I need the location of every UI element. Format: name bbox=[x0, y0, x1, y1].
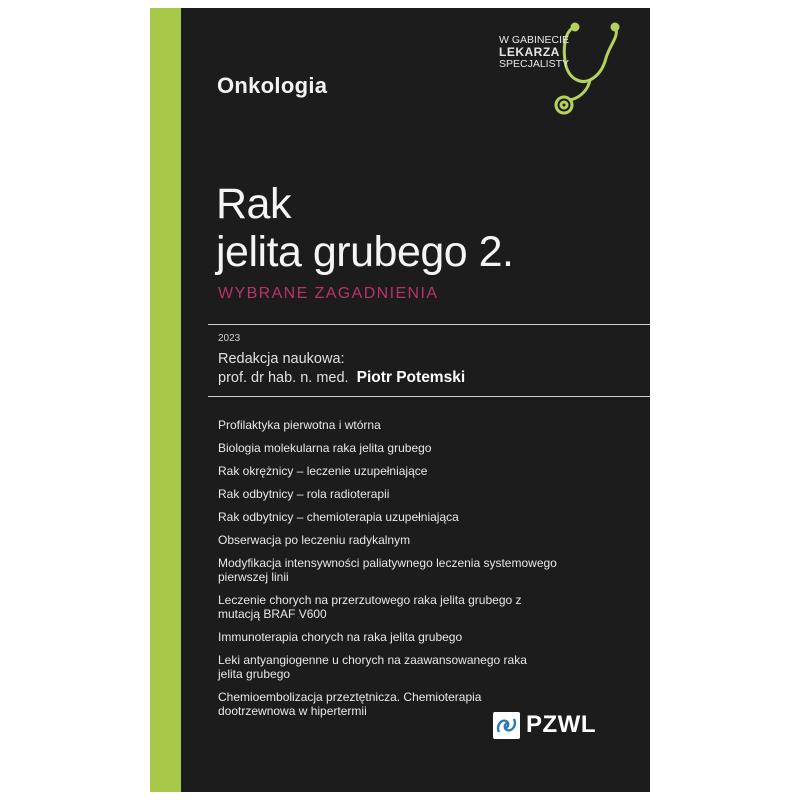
series-title: Onkologia bbox=[217, 73, 328, 98]
toc-item: Obserwacja po leczeniu radykalnym bbox=[218, 533, 411, 547]
toc-item: Leki antyangiogenne u chorych na zaawansowanego raka jelita grubego bbox=[218, 653, 527, 681]
editor-label: Redakcja naukowa: bbox=[218, 351, 345, 367]
toc-item: Rak odbytnicy – chemioterapia uzupełniająca bbox=[218, 510, 459, 524]
table-of-contents bbox=[218, 418, 638, 727]
divider-top bbox=[208, 324, 650, 325]
title-line-1: Rak bbox=[216, 180, 291, 228]
toc-item: Rak okrężnicy – leczenie uzupełniające bbox=[218, 464, 428, 478]
toc-item: Profilaktyka pierwotna i wtórna bbox=[218, 418, 381, 432]
editor-name: Piotr Potemski bbox=[356, 369, 466, 386]
editor-line bbox=[218, 369, 465, 387]
title-line-2: jelita grubego 2. bbox=[216, 228, 514, 276]
publication-year: 2023 bbox=[218, 333, 241, 344]
toc-item: Rak odbytnicy – rola radioterapii bbox=[218, 487, 390, 501]
toc-item: Leczenie chorych na przerzutowego raka jelita grubego z mutacją BRAF V600 bbox=[218, 593, 522, 621]
book-subtitle: WYBRANE ZAGADNIENIA bbox=[218, 285, 439, 302]
editor-title-prefix: prof. dr hab. n. med. bbox=[218, 370, 349, 386]
cover-spine-stripe bbox=[150, 8, 181, 792]
badge-line-3: SPECJALISTY bbox=[499, 58, 570, 70]
publisher-name: PZWL bbox=[526, 711, 596, 738]
book-title bbox=[216, 180, 514, 276]
toc-item: Chemioembolizacja przeztętnicza. Chemioterapia dootrzewnowa w hipertermii bbox=[218, 690, 482, 718]
publisher-logo bbox=[493, 711, 596, 739]
series-badge bbox=[499, 34, 579, 70]
toc-item: Immunoterapia chorych na raka jelita grubego bbox=[218, 630, 463, 644]
publisher-emblem-icon bbox=[493, 712, 520, 739]
toc-item: Biologia molekularna raka jelita grubego bbox=[218, 441, 432, 455]
badge-line-1: W GABINECIE bbox=[499, 34, 570, 46]
toc-item: Modyfikacja intensywności paliatywnego leczenia systemowego pierwszej linii bbox=[218, 556, 557, 584]
badge-line-2: LEKARZA bbox=[499, 45, 560, 59]
divider-bottom bbox=[208, 396, 650, 397]
